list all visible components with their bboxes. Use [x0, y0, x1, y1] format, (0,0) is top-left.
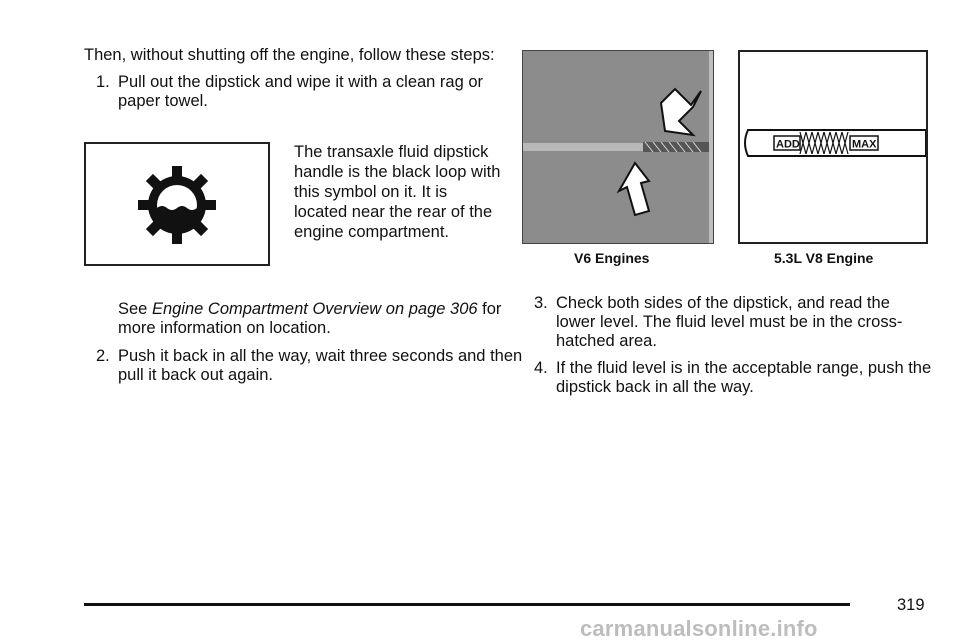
left-column [84, 46, 523, 384]
step-3 [522, 294, 932, 351]
intro-text: Then, without shutting off the engine, follow these steps: [84, 46, 495, 64]
v6-caption: V6 Engines [574, 250, 650, 266]
arrow-down-icon [661, 89, 701, 135]
see-prefix: See [118, 300, 148, 318]
step-text: Pull out the dipstick and wipe it with a clean rag or paper towel. [118, 73, 484, 110]
v6-dipstick-illustration [523, 51, 714, 244]
step-text: Check both sides of the dipstick, and read the lower level. The fluid level must be in the cross-hatched area. [556, 294, 903, 350]
see-suffix: for more information on location. [118, 300, 502, 337]
symbol-caption: The transaxle fluid dipstick handle is the black loop with this symbol on it. It is located near the rear of the engine compartment. [294, 143, 501, 241]
step-2 [84, 347, 538, 385]
page-number: 319 [897, 596, 925, 614]
v8-dipstick-illustration [740, 52, 926, 242]
step-1 [84, 73, 504, 111]
step-number: 3. [534, 294, 548, 312]
v8-caption: 5.3L V8 Engine [774, 250, 874, 266]
watermark-text: carmanualsonline.info [580, 616, 818, 641]
right-steps [522, 294, 932, 405]
see-reference [118, 300, 508, 338]
add-mark-label: ADD [776, 138, 800, 151]
cross-reference-link[interactable]: Engine Compartment Overview on page 306 [151, 300, 478, 318]
footer-rule [84, 603, 850, 606]
step-4 [522, 359, 932, 397]
gear-with-fluid-icon [138, 166, 216, 244]
step-number: 1. [96, 73, 110, 91]
max-mark-label: MAX [852, 138, 877, 151]
arrow-up-icon [619, 163, 649, 215]
step-number: 2. [96, 347, 110, 365]
transaxle-symbol-figure [84, 142, 270, 266]
step-text: Push it back in all the way, wait three seconds and then pull it back out again. [118, 347, 523, 384]
step-number: 4. [534, 359, 548, 377]
v8-dipstick-drawing [738, 50, 928, 244]
v6-dipstick-photo [522, 50, 714, 244]
step-text: If the fluid level is in the acceptable range, push the dipstick back in all the way. [556, 359, 932, 396]
